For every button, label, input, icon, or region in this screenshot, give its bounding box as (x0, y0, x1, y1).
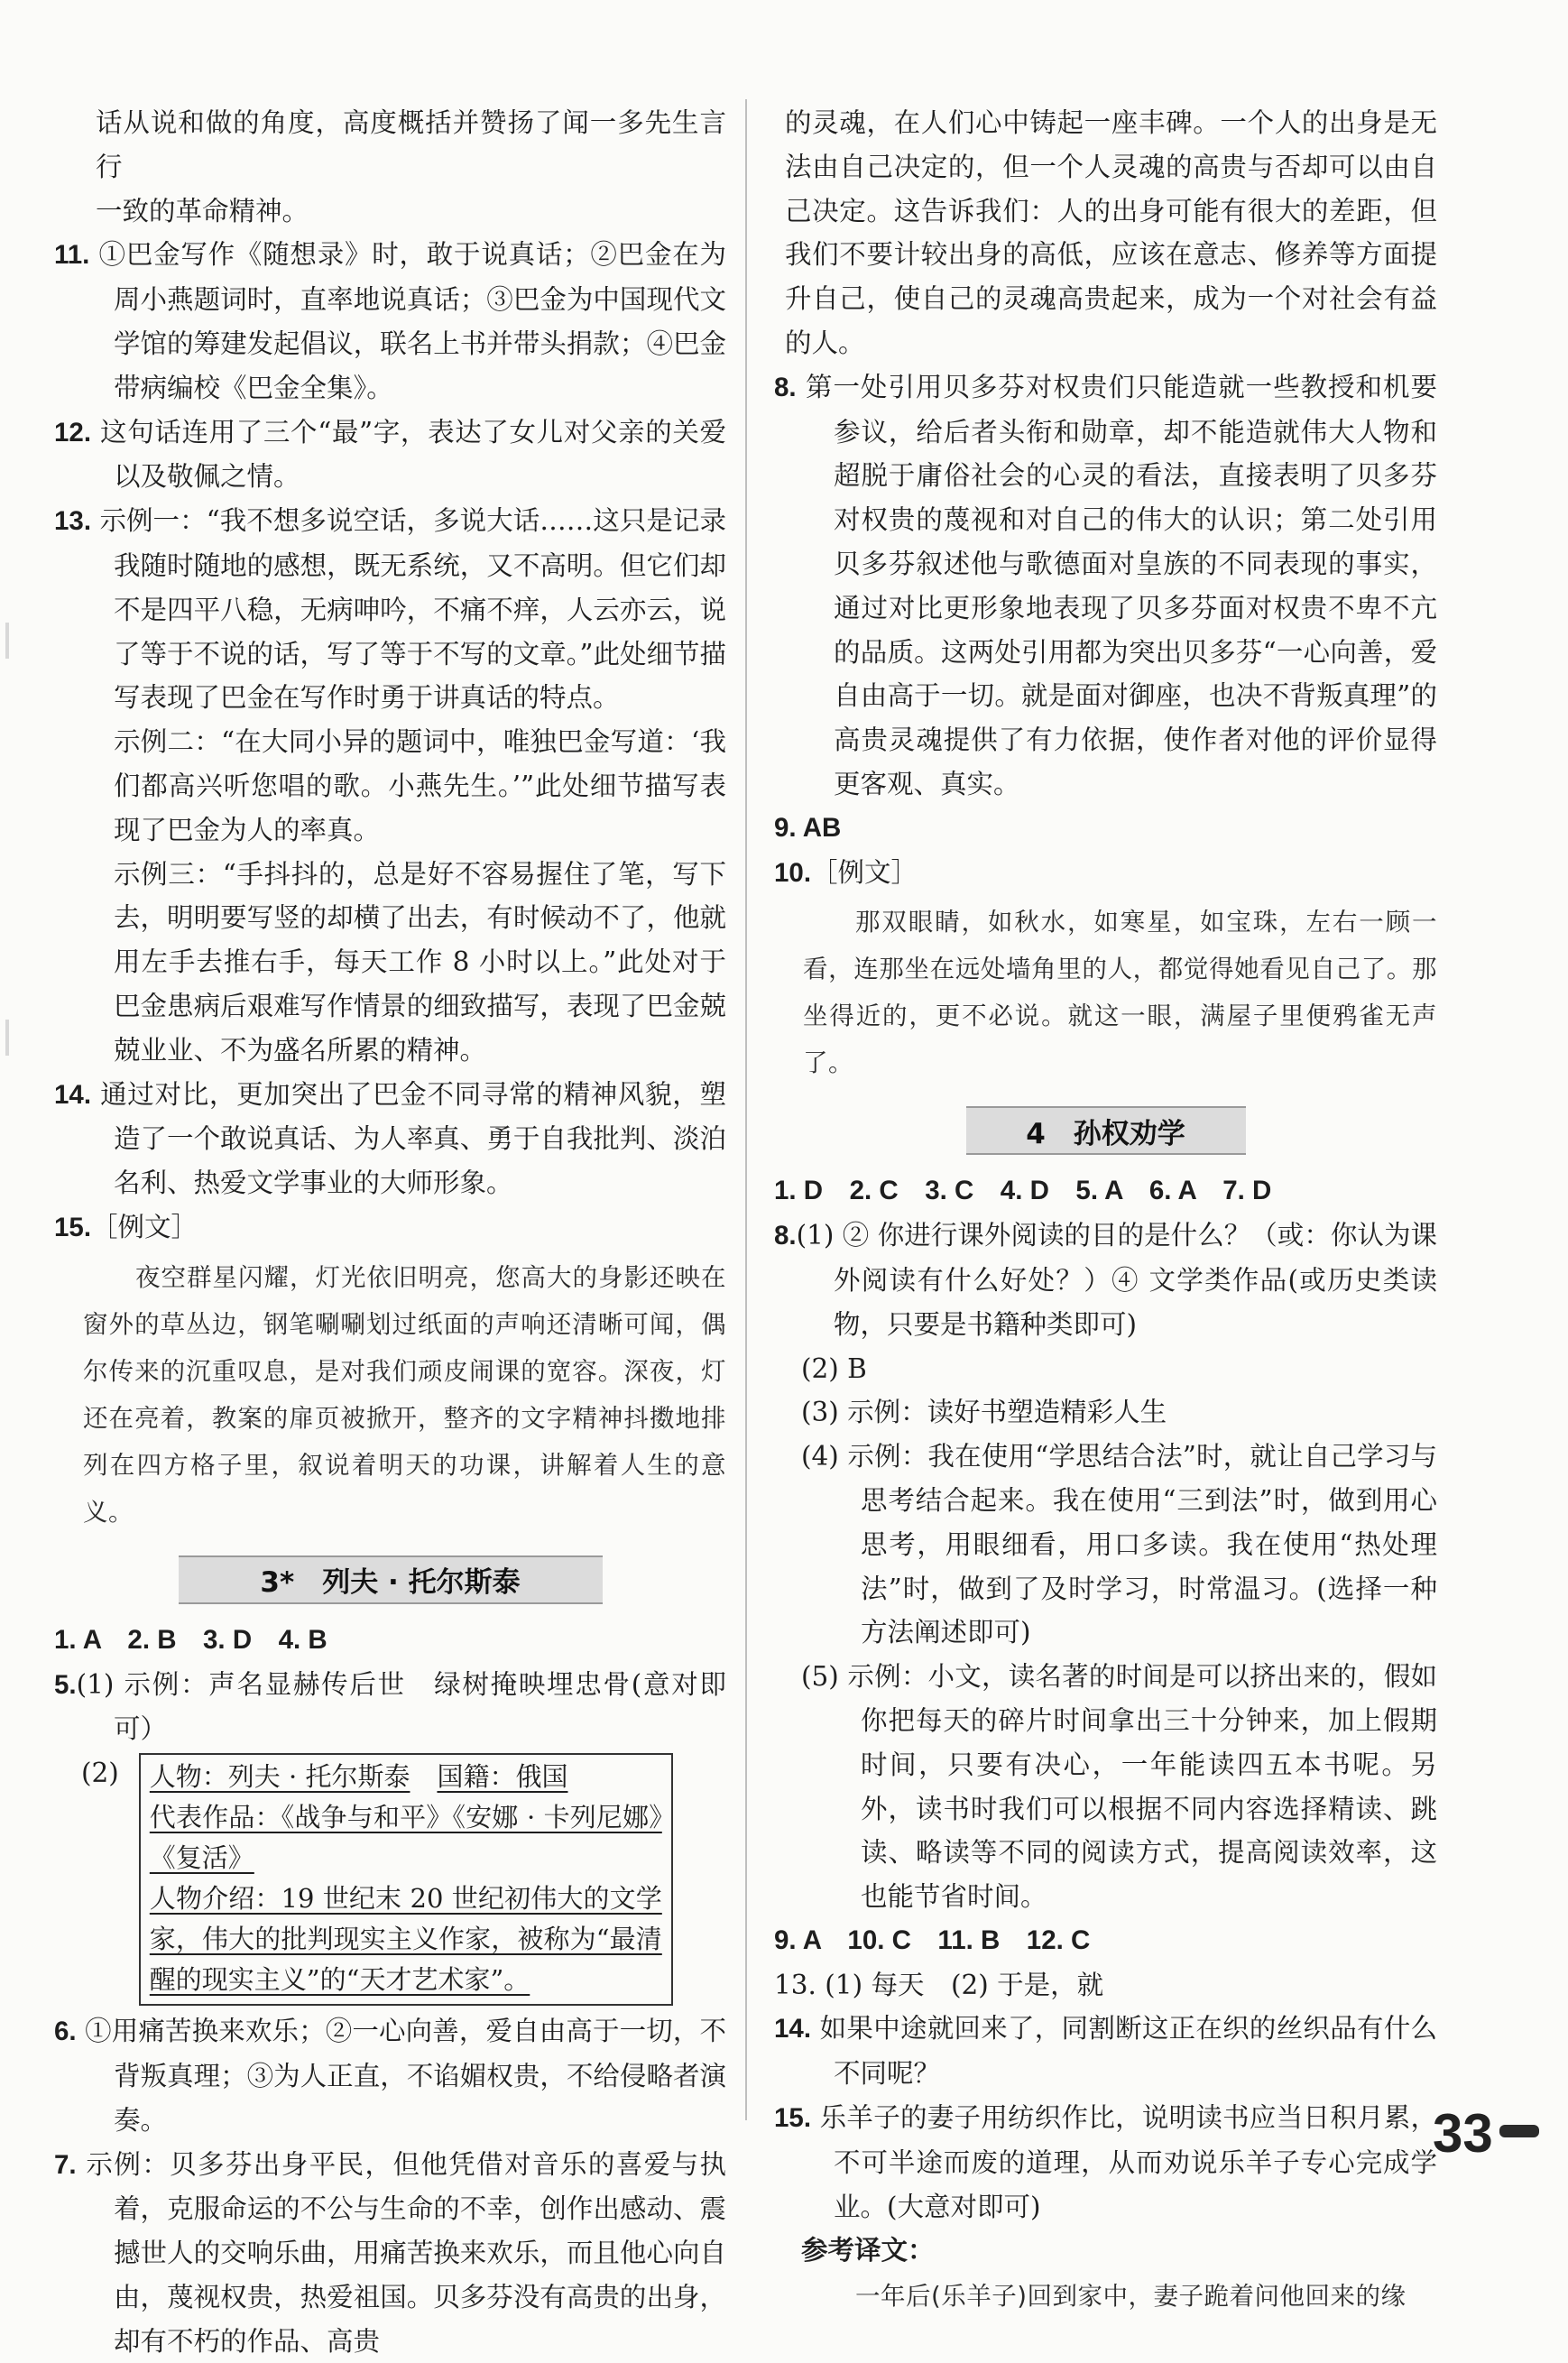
person-field: 人物：列夫 · 托尔斯泰 (150, 1761, 410, 1792)
sample-label: ［例文］ (811, 857, 918, 888)
answer-8 (774, 365, 1437, 807)
item-number: 14. (774, 2014, 811, 2044)
answer-9: 9. AB (774, 807, 1437, 851)
answer-text: 第一处引用贝多芬对权贵们只能造就一些教授和机要参议，给后者头衔和勋章，却不能造就伟大人物和超脱于庸俗社会的心灵的看法，直接表明了贝多芬对权贵的蔑视和对自己的伟大的认识；第二处引用贝多芬叙述他与歌德面对皇族的不同表现的事实，通过对比更形象地表现了贝多芬面对权贵不卑不亢的品质。这两处引用都为突出贝多芬“一心向善，爱自由高于一切。就是面对御座，也决不背叛真理”的高贵灵魂提供了有力依据，使作者对他的评价显得更客观、真实。 (806, 372, 1437, 799)
section-heading-3: 3* 列夫 · 托尔斯泰 (179, 1555, 603, 1604)
mc-answers: 1. D 2. C 3. C 4. D 5. A 6. A 7. D (774, 1169, 1437, 1214)
answer-13 (54, 499, 726, 720)
item-number: 15. (54, 1213, 91, 1242)
mc-answers-2: 9. A 10. C 11. B 12. C (774, 1919, 1437, 1963)
sample-label: ［例文］ (91, 1212, 198, 1242)
mc-answers: 1. A 2. B 3. D 4. B (54, 1619, 726, 1663)
answer-8-5: (5) 示例：小文，读名著的时间是可以挤出来的，假如你把每天的碎片时间拿出三十分钟来，加上假期时间，只要有决心，一年能读四五本书呢。另外，读书时我们可以根据不同内容选择精读、跳读、略读等不同的阅读方式，提高阅读效率，这也能节省时间。 (774, 1655, 1437, 1919)
answer-8 (774, 1214, 1437, 1346)
info-row-intro: 人物介绍：19 世纪末 20 世纪初伟大的文学家，伟大的批判现实主义作家，被称为“最清醒的现实主义”的“天才艺术家”。 (150, 1878, 662, 2000)
item-number: 8. (774, 1221, 797, 1251)
answer-13-example-3: 示例三：“手抖抖的，总是好不容易握住了笔，写下去，明明要写竖的却横了出去，有时候动不了，他就用左手去推右手，每天工作 8 小时以上。”此处对于巴金患病后艰难写作情景的细致描写，表现了巴金兢兢业业、不为盛名所累的精神。 (54, 853, 726, 1073)
margin-mark (5, 623, 9, 659)
text-line: 话从说和做的角度，高度概括并赞扬了闻一多先生言行 (54, 101, 726, 189)
sub-label: (2) (81, 1753, 119, 2006)
answer-14 (54, 1073, 726, 1205)
answer-8-3: (3) 示例：读好书塑造精彩人生 (774, 1390, 1437, 1435)
sample-essay: 那双眼睛，如秋水，如寒星，如宝珠，左右一顾一看，连那坐在远处墙角里的人，都觉得她看见自己了。那坐得近的，更不必说。就这一眼，满屋子里便鸦雀无声了。 (774, 899, 1437, 1086)
item-number: 5. (54, 1670, 77, 1700)
item-number: 15. (774, 2103, 811, 2133)
answer-text: ①巴金写作《随想录》时，敢于说真话；②巴金在为周小燕题词时，直率地说真话；③巴金为中国现代文学馆的筹建发起倡议，联名上书并带头捐款；④巴金带病编校《巴金全集》。 (99, 239, 726, 402)
left-column (54, 101, 726, 2363)
right-column (774, 101, 1437, 2320)
answer-text: 示例：贝多芬出身平民，但他凭借对音乐的喜爱与执着，克服命运的不公与生命的不幸，创作出感动、震撼世人的交响乐曲，用痛苦换来欢乐，而且他心向自由，蔑视权贵，热爱祖国。贝多芬没有高贵的出身，却有不朽的作品、高贵 (86, 2149, 726, 2357)
answer-text: 乐羊子的妻子用纺织作比，说明读书应当日积月累，不可半途而废的道理，从而劝说乐羊子专心完成学业。(大意对即可) (820, 2102, 1437, 2222)
nationality-field: 国籍：俄国 (437, 1761, 567, 1792)
column-divider (745, 99, 747, 2120)
answer-8-4: (4) 示例：我在使用“学思结合法”时，就让自己学习与思考结合起来。我在使用“三到法”时，做到用心思考，用眼细看，用口多读。我在使用“热处理法”时，做到了及时学习，时常温习。(选择一种方法阐述即可) (774, 1435, 1437, 1655)
answer-8-2: (2) B (774, 1347, 1437, 1391)
answer-13-example-2: 示例二：“在大同小异的题词中，唯独巴金写道：‘我们都高兴听您唱的歌。小燕先生。’”此处细节描写表现了巴金为人的率真。 (54, 720, 726, 852)
answer-7 (54, 2143, 726, 2363)
item-number: 8. (774, 373, 797, 402)
reference-translation: 一年后(乐羊子)回到家中，妻子跪着问他回来的缘 (774, 2273, 1437, 2320)
info-row-works: 代表作品：《战争与和平》《安娜 · 卡列尼娜》《复活》 (150, 1797, 662, 1878)
answer-14 (774, 2007, 1437, 2096)
page-tab-mark (1499, 2125, 1539, 2137)
answer-text: 这句话连用了三个“最”字，表达了女儿对父亲的关爱以及敬佩之情。 (100, 417, 726, 493)
item-number: 14. (54, 1080, 91, 1110)
answer-text: (1) 示例：声名显赫传后世 绿树掩映埋忠骨(意对即可） (77, 1669, 726, 1745)
item-number: 11. (54, 240, 89, 270)
margin-mark (5, 1020, 9, 1056)
answer-5-2 (54, 1753, 726, 2006)
answer-text: ①用痛苦换来欢乐；②一心向善，爱自由高于一切，不背叛真理；③为人正直，不谄媚权贵，不给侵略者演奏。 (85, 2016, 726, 2136)
answer-text: (1) ② 你进行课外阅读的目的是什么？（或：你认为课外阅读有什么好处？）④ 文学类作品(或历史类读物，只要是书籍种类即可) (797, 1220, 1437, 1340)
text-continued: 的灵魂，在人们心中铸起一座丰碑。一个人的出身是无法由自己决定的，但一个人灵魂的高贵与否却可以由自己决定。这告诉我们：人的出身可能有很大的差距，但我们不要计较出身的高低，应该在意志、修养等方面提升自己，使自己的灵魂高贵起来，成为一个对社会有益的人。 (774, 101, 1437, 365)
reference-label: 参考译文： (774, 2229, 1437, 2273)
answer-text: 示例一：“我不想多说空话，多说大话……这只是记录我随时随地的感想，既无系统，又不高明。但它们却不是四平八稳，无病呻吟，不痛不痒，人云亦云，说了等于不说的话，写了等于不写的文章。”此处细节描写表现了巴金在写作时勇于讲真话的特点。 (99, 505, 726, 713)
answer-text: 如果中途就回来了，同割断这正在织的丝织品有什么不同呢？ (820, 2013, 1437, 2089)
section-heading-4: 4 孙权劝学 (966, 1106, 1246, 1155)
item-number: 7. (54, 2150, 77, 2180)
answer-text: 通过对比，更加突出了巴金不同寻常的精神风貌，塑造了一个敢说真话、为人率真、勇于自我批判、淡泊名利、热爱文学事业的大师形象。 (100, 1079, 726, 1199)
page-number: 33 (1433, 2102, 1493, 2165)
item-number: 12. (54, 418, 91, 448)
answer-13: 13. (1) 每天 (2) 于是，就 (774, 1963, 1437, 2008)
item-number: 13. (54, 506, 91, 536)
info-row-person (150, 1757, 662, 1797)
answer-10 (774, 851, 1437, 896)
answer-11 (54, 233, 726, 410)
answer-15 (774, 2096, 1437, 2229)
item-number: 6. (54, 2017, 77, 2046)
answer-15 (54, 1205, 726, 1251)
answer-12 (54, 411, 726, 500)
info-card (139, 1753, 673, 2006)
answer-6 (54, 2009, 726, 2142)
item-number: 10. (774, 858, 811, 888)
text-line: 一致的革命精神。 (54, 189, 726, 234)
answer-5 (54, 1663, 726, 1752)
sample-essay: 夜空群星闪耀，灯光依旧明亮，您高大的身影还映在窗外的草丛边，钢笔唰唰划过纸面的声响还清晰可闻，偶尔传来的沉重叹息，是对我们顽皮闹课的宽容。深夜，灯还在亮着，教案的扉页被掀开，整齐的文字精神抖擞地排列在四方格子里，叙说着明天的功课，讲解着人生的意义。 (54, 1254, 726, 1536)
